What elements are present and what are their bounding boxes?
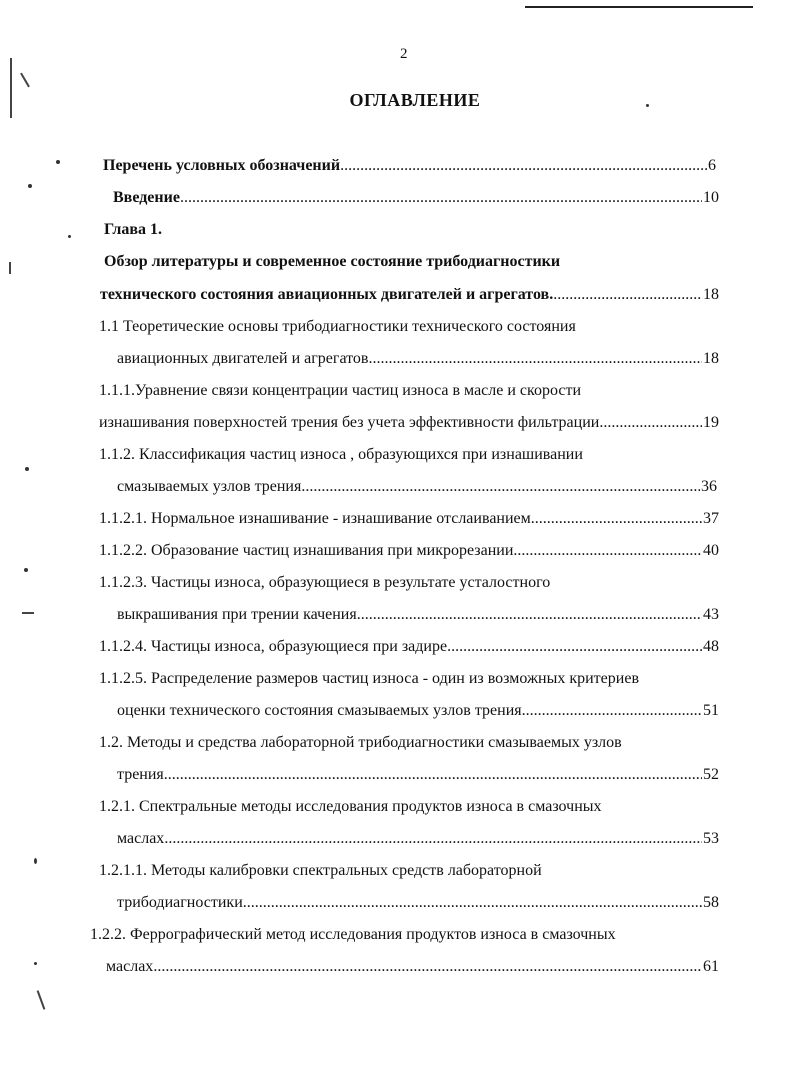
toc-leader-dots <box>357 605 702 625</box>
toc-entry-page: 52 <box>703 766 719 783</box>
toc-entry <box>100 285 719 305</box>
scan-artifact-line <box>525 6 753 8</box>
toc-entry-page: 51 <box>703 702 719 719</box>
chapter-label: Глава 1. <box>104 221 162 238</box>
toc-leader-dots <box>368 349 702 369</box>
toc-leader-dots <box>447 637 702 657</box>
toc-entry-text: маслах <box>117 830 165 847</box>
scan-artifact-mark <box>22 612 34 614</box>
toc-entry-page: 37 <box>703 510 719 527</box>
scan-artifact-speck <box>56 160 60 164</box>
toc-entry-text: 1.1.2.3. Частицы износа, образующиеся в результате усталостного <box>99 574 551 591</box>
toc-entry-text: выкрашивания при трении качения <box>117 606 357 623</box>
toc-leader-dots <box>164 829 702 849</box>
scan-artifact-mark <box>10 58 12 118</box>
toc-entry-text: 1.2.2. Феррографический метод исследования продуктов износа в смазочных <box>90 926 616 943</box>
page-title: ОГЛАВЛЕНИЕ <box>349 90 481 110</box>
toc-entry-text: авиационных двигателей и агрегатов <box>117 350 369 367</box>
page-number: 2 <box>400 46 408 62</box>
toc-entry <box>117 829 719 849</box>
toc-entry-text: 1.1.2.2. Образование частиц изнашивания при микрорезании <box>99 542 514 559</box>
toc-entry-text: трения <box>117 766 164 783</box>
toc-leader-dots <box>513 541 702 561</box>
toc-entry-text: Перечень условных обозначений <box>103 157 341 174</box>
toc-entry-text: 1.2. Методы и средства лабораторной трибодиагностики смазываемых узлов <box>99 734 622 751</box>
toc-entry <box>113 188 719 208</box>
toc-entry-text: 1.2.1. Спектральные методы исследования продуктов износа в смазочных <box>99 798 602 815</box>
toc-entry-page: 18 <box>703 350 719 367</box>
toc-entry-page: 10 <box>703 189 719 206</box>
toc-leader-dots <box>340 156 707 176</box>
toc-entry <box>103 156 716 176</box>
scan-artifact-speck <box>68 235 71 238</box>
toc-entry-text: 1.1 Теоретические основы трибодиагностики технического состояния <box>99 318 576 335</box>
toc-leader-dots <box>599 413 702 433</box>
toc-entry <box>117 701 719 721</box>
toc-entry-text: маслах <box>106 958 154 975</box>
toc-entry-text: 1.1.2.4. Частицы износа, образующиеся при задире <box>99 638 448 655</box>
scan-artifact-mark <box>20 73 30 88</box>
toc-entry <box>117 477 717 497</box>
toc-entry-text: 1.1.2. Классификация частиц износа , образующихся при изнашивании <box>99 446 583 463</box>
scan-artifact-speck <box>34 858 37 864</box>
toc-entry-text: 1.1.2.5. Распределение размеров частиц износа - один из возможных критериев <box>99 670 639 687</box>
scan-artifact-mark <box>9 262 11 274</box>
toc-leader-dots <box>180 188 702 208</box>
toc-entry-text: Обзор литературы и современное состояние трибодиагностики <box>104 253 561 270</box>
toc-entry-page: 6 <box>708 157 716 174</box>
toc-entry-text: Введение <box>113 189 180 206</box>
toc-entry-page: 18 <box>703 286 719 303</box>
toc-entry-page: 36 <box>701 478 717 495</box>
toc-entry <box>117 605 719 625</box>
toc-entry <box>117 349 719 369</box>
toc-entry-text: изнашивания поверхностей трения без учета эффективности фильтрации <box>99 414 600 431</box>
toc-entry <box>99 413 719 433</box>
scan-artifact-speck <box>28 184 32 188</box>
scan-artifact-mark <box>37 990 46 1009</box>
toc-entry-text: трибодиагностики <box>117 894 243 911</box>
toc-entry-page: 48 <box>703 638 719 655</box>
toc-leader-dots <box>164 765 702 785</box>
toc-entry-page: 40 <box>703 542 719 559</box>
toc-entry-page: 61 <box>703 958 719 975</box>
toc-entry <box>99 509 719 529</box>
toc-entry-page: 19 <box>703 414 719 431</box>
toc-entry-page: 53 <box>703 830 719 847</box>
scan-artifact-speck <box>34 962 37 965</box>
toc-entry <box>99 637 719 657</box>
toc-leader-dots <box>301 477 700 497</box>
toc-entry <box>117 893 719 913</box>
toc-entry <box>106 957 719 977</box>
toc-entry-text: 1.2.1.1. Методы калибровки спектральных средств лабораторной <box>99 862 542 879</box>
toc-entry-text: смазываемых узлов трения <box>117 478 302 495</box>
scan-artifact-speck <box>646 104 649 107</box>
toc-entry-page: 58 <box>703 894 719 911</box>
toc-entry <box>99 541 719 561</box>
scan-artifact-speck <box>24 568 28 572</box>
toc-entry-text: 1.1.1.Уравнение связи концентрации частиц износа в масле и скорости <box>99 382 582 399</box>
toc-leader-dots <box>243 893 702 913</box>
toc-entry-page: 43 <box>703 606 719 623</box>
toc-leader-dots <box>553 285 702 305</box>
toc-entry-text: оценки технического состояния смазываемых узлов трения <box>117 702 522 719</box>
toc-entry-text: технического состояния авиационных двигателей и агрегатов. <box>100 286 554 303</box>
toc-entry <box>117 765 719 785</box>
toc-leader-dots <box>522 701 702 721</box>
toc-leader-dots <box>531 509 702 529</box>
scan-artifact-speck <box>25 467 29 471</box>
toc-entry-text: 1.1.2.1. Нормальное изнашивание - изнашивание отслаиванием <box>99 510 531 527</box>
toc-leader-dots <box>153 957 702 977</box>
